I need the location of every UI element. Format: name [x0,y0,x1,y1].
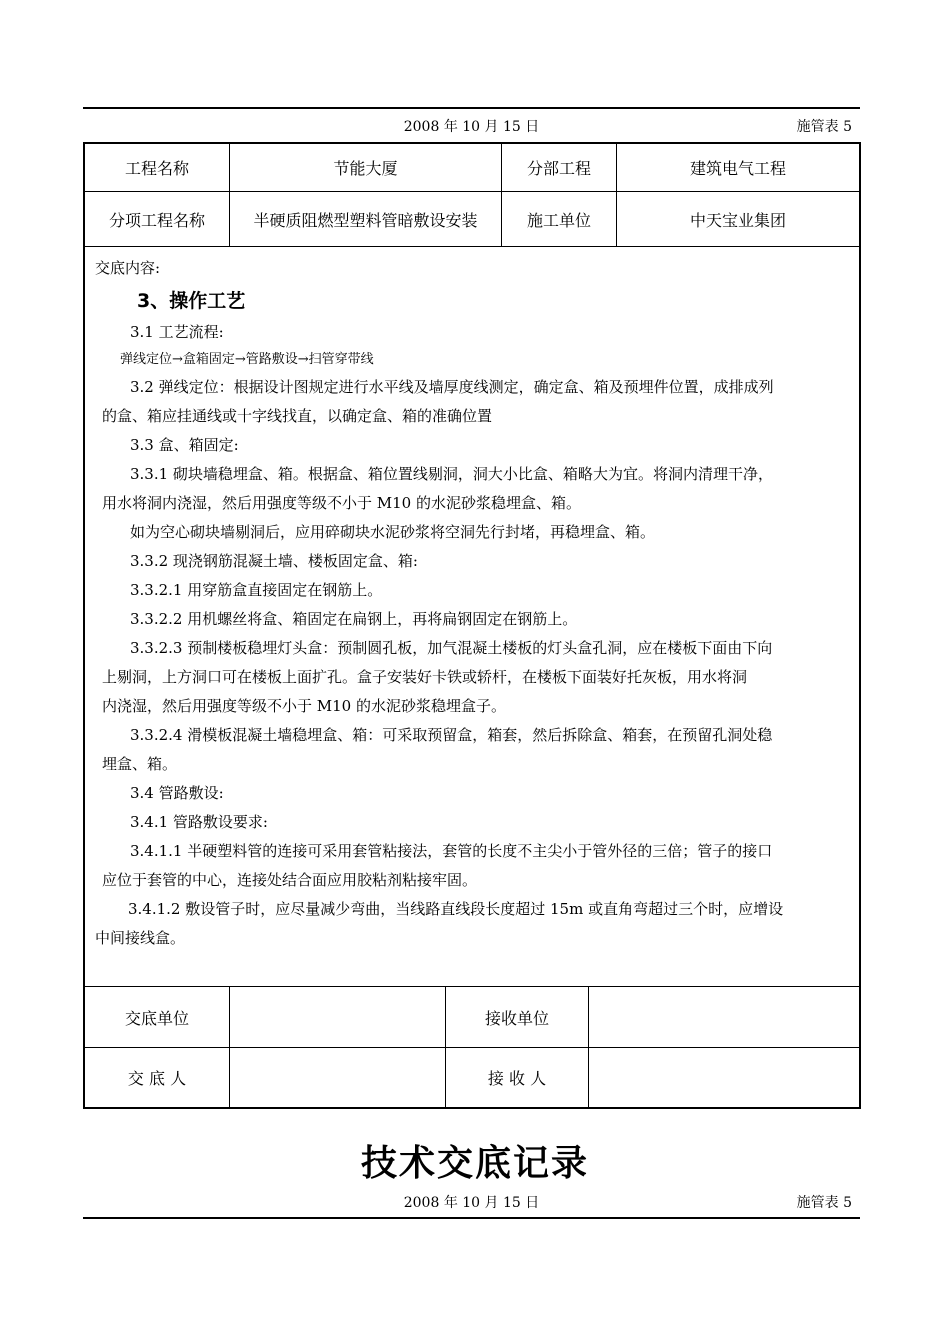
receiving-unit-label: 接收单位 [484,1008,549,1028]
content-label: 交底内容: [95,259,161,277]
header-dateline [83,116,860,136]
disclosure-form [83,142,861,1109]
receiving-unit-field[interactable] [589,987,859,1047]
header-date: 2008 年 10 月 15 日 [403,119,540,135]
contractor-value: 中天宝业集团 [689,210,786,230]
subitem-label: 分项工程名称 [108,210,205,230]
content-line: 内浇湿，然后用强度等级不小于 M10 的水泥砂浆稳埋盒子。 [102,697,506,715]
content-line: 如为空心砌块墙剔洞后，应用碎砌块水泥砂浆将空洞先行封堵，再稳埋盒、箱。 [130,523,656,541]
content-line: 应位于套管的中心，连接处结合面应用胶粘剂粘接牢固。 [102,871,478,889]
info-table-bottom [85,246,859,247]
content-line: 中间接线盒。 [95,929,186,947]
contractor-label: 施工单位 [526,210,591,230]
content-line: 3.4.1.1 半硬塑料管的连接可采用套管粘接法，套管的长度不主尖小于管外径的三倍；管子的接口 [130,842,773,860]
bottom-rule [83,1217,860,1219]
content-line: 埋盒、箱。 [102,755,178,773]
project-name-value: 节能大厦 [333,159,398,178]
content-line: 3.3.2 现浇钢筋混凝土墙、楼板固定盒、箱: [130,552,418,570]
division-value: 建筑电气工程 [689,159,786,178]
content-line: 的盒、箱应挂通线或十字线找直，以确定盒、箱的准确位置 [102,407,493,425]
footer-form-code: 施管表 5 [796,1195,852,1211]
content-line: 上剔洞，上方洞口可在楼板上面扩孔。盒子安装好卡铁或轿杆，在楼板下面装好托灰板，用水将洞 [102,668,748,686]
content-line: 3.3.1 砌块墙稳埋盒、箱。根据盒、箱位置线剔洞，洞大小比盒、箱略大为宜。将洞内清理干净， [130,465,773,483]
content-line: 3.3 盒、箱固定: [130,436,239,454]
disclosure-content [85,248,859,986]
handover-person-field[interactable] [230,1048,445,1107]
content-line: 3.1 工艺流程: [130,323,224,341]
top-rule [83,107,860,109]
handover-unit-field[interactable] [230,987,445,1047]
content-line: 3.3.2.3 预制楼板稳埋灯头盒：预制圆孔板，加气混凝土楼板的灯头盒孔洞，应在楼板下面由下向 [130,639,773,657]
document-title: 技术交底记录 [360,1143,589,1184]
content-line: 3.4.1 管路敷设要求: [130,813,268,831]
content-line: 用水将洞内浇湿，然后用强度等级不小于 M10 的水泥砂浆稳埋盒、箱。 [102,494,581,512]
receiver-field[interactable] [589,1048,859,1107]
content-line: 3.2 弹线定位：根据设计图规定进行水平线及墙厚度线测定，确定盒、箱及预埋件位置，成排成列 [130,378,774,396]
content-line: 3.3.2.4 滑模板混凝土墙稳埋盒、箱：可采取预留盒，箱套，然后拆除盒、箱套，在预留孔洞处稳 [130,726,773,744]
handover-unit-label: 交底单位 [124,1008,189,1028]
content-line: 3.3.2.2 用机螺丝将盒、箱固定在扁钢上，再将扁钢固定在钢筋上。 [130,610,578,628]
footer-date: 2008 年 10 月 15 日 [403,1195,540,1211]
header-form-code: 施管表 5 [796,119,852,135]
content-line: 3.3.2.1 用穿筋盒直接固定在钢筋上。 [130,581,383,599]
project-name-label: 工程名称 [124,159,189,178]
section-heading: 3、操作工艺 [137,290,246,312]
receiver-label: 接 收 人 [487,1069,547,1088]
content-line: 3.4 管路敷设: [130,784,224,802]
division-label: 分部工程 [526,159,591,178]
subitem-value: 半硬质阻燃型塑料管暗敷设安装 [253,210,478,230]
handover-person-label: 交 底 人 [127,1069,187,1088]
footer-dateline [83,1192,860,1212]
content-line: 弹线定位→盒箱固定→管路敷设→扫管穿带线 [120,352,374,367]
content-line: 3.4.1.2 敷设管子时，应尽量减少弯曲，当线路直线段长度超过 15m 或直角弯超过三个时，应增设 [128,900,784,918]
